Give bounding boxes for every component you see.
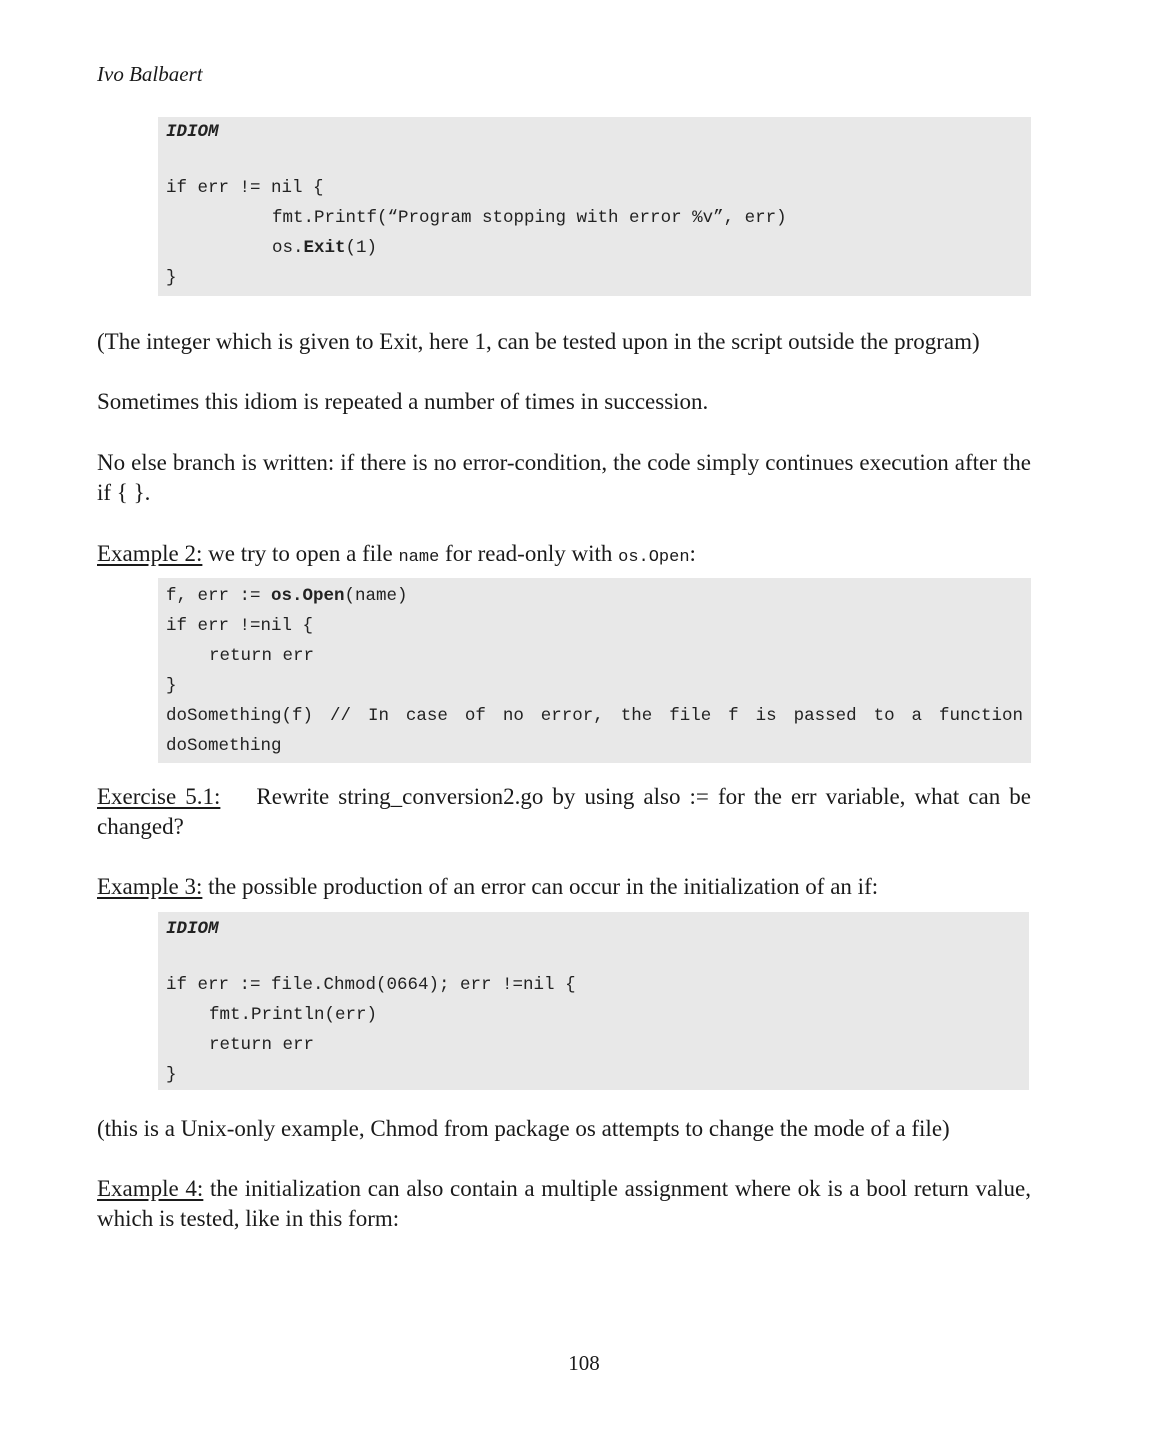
code-line: doSomething <box>166 736 282 756</box>
example-4-paragraph <box>97 1174 1031 1234</box>
code-block-os-open <box>158 578 1031 763</box>
exercise-label: Exercise 5.1: <box>97 784 221 809</box>
code-label: IDIOM <box>166 919 219 939</box>
code-block-idiom-exit <box>158 117 1031 296</box>
code-text: os. <box>272 238 304 258</box>
inline-code: name <box>398 548 440 567</box>
code-text: (name) <box>344 586 408 606</box>
code-line: fmt.Printf(“Program stopping with error %v”, err) <box>272 208 787 228</box>
exercise-paragraph <box>97 782 1031 842</box>
code-line: return err <box>209 1035 315 1055</box>
code-line: } <box>166 676 177 696</box>
code-keyword: os.Open <box>271 586 345 606</box>
code-line <box>166 233 1023 263</box>
code-text: f, err := <box>166 586 272 606</box>
code-block-idiom-chmod <box>158 912 1029 1090</box>
paragraph: Sometimes this idiom is repeated a number of times in succession. <box>97 389 709 414</box>
code-line: return err <box>209 646 315 666</box>
text: Rewrite string_conversion2.go by using also := for the err variable, what can be changed? <box>97 784 1031 839</box>
code-line: if err != nil { <box>166 178 324 198</box>
code-line: if err := file.Chmod(0664); err !=nil { <box>166 975 576 995</box>
text: the initialization can also contain a multiple assignment where ok is a bool return value, which is tested, like in this form: <box>97 1176 1032 1231</box>
text: : <box>689 541 696 566</box>
code-line: doSomething(f) // In case of no error, the file f is passed to a function <box>166 706 1023 726</box>
code-line: } <box>166 1065 177 1085</box>
code-line: } <box>166 268 177 288</box>
page-number: 108 <box>568 1351 600 1375</box>
example-label: Example 4: <box>97 1176 204 1201</box>
example-label: Example 2: <box>97 541 203 566</box>
code-keyword: Exit <box>303 238 346 258</box>
code-line <box>166 581 1023 611</box>
paragraph: (this is a Unix-only example, Chmod from package os attempts to change the mode of a file) <box>97 1116 950 1141</box>
example-2-paragraph <box>97 539 1031 573</box>
inline-code: os.Open <box>618 548 690 567</box>
code-line: if err !=nil { <box>166 616 314 636</box>
code-label: IDIOM <box>166 122 219 142</box>
paragraph: No else branch is written: if there is no error-condition, the code simply continues execution after the if { }. <box>97 450 1031 505</box>
paragraph: (The integer which is given to Exit, here 1, can be tested upon in the script outside the program) <box>97 329 980 354</box>
running-header: Ivo Balbaert <box>97 62 203 86</box>
example-label: Example 3: <box>97 874 203 899</box>
text: we try to open a file <box>202 541 399 566</box>
code-line: fmt.Println(err) <box>209 1005 378 1025</box>
text: for read-only with <box>439 541 619 566</box>
code-text: (1) <box>345 238 378 258</box>
text: the possible production of an error can occur in the initialization of an if: <box>202 874 879 899</box>
example-3-paragraph <box>97 872 1031 902</box>
